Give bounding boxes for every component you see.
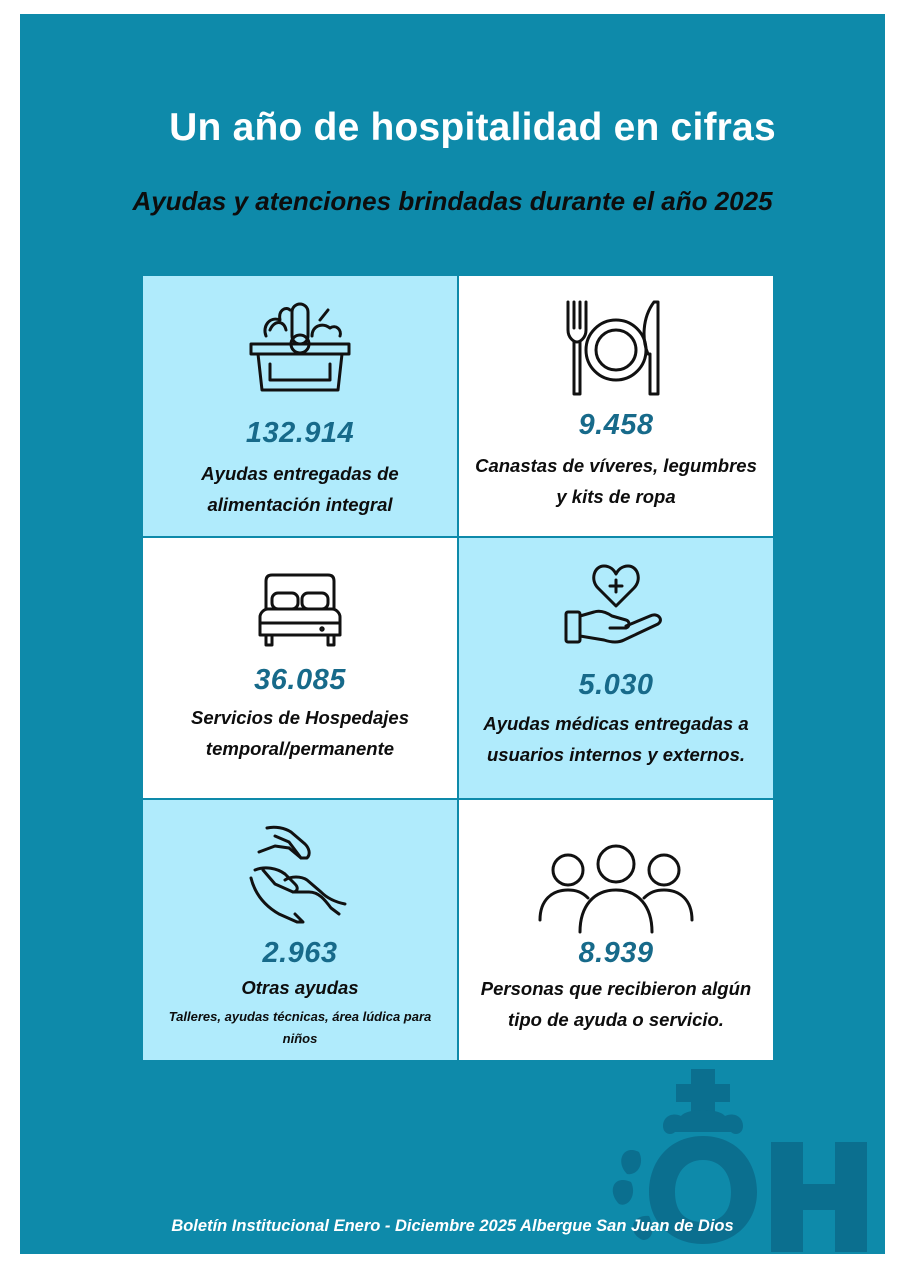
stat-value: 9.458 bbox=[578, 409, 654, 441]
stat-value: 132.914 bbox=[245, 417, 355, 449]
stat-card-food bbox=[143, 276, 457, 536]
bed-icon bbox=[143, 573, 457, 649]
stat-value: 5.030 bbox=[578, 669, 654, 701]
heart-hand-icon bbox=[459, 560, 773, 650]
page-title: Un año de hospitalidad en cifras bbox=[169, 106, 776, 149]
plate-cutlery-icon bbox=[459, 298, 773, 400]
giving-hands-icon bbox=[143, 822, 457, 926]
footer-text: Boletín Institucional Enero - Diciembre 2025 Albergue San Juan de Dios bbox=[171, 1217, 734, 1235]
food-basket-icon bbox=[143, 298, 457, 398]
stat-label-line2: tipo de ayuda o servicio. bbox=[508, 1009, 724, 1030]
stat-label-line1: Personas que recibieron algún bbox=[480, 978, 752, 999]
stat-value: 8.939 bbox=[578, 937, 654, 969]
stat-label-line2: temporal/permanente bbox=[205, 738, 395, 759]
stat-label-line2: y kits de ropa bbox=[556, 486, 676, 507]
stat-card-medical bbox=[459, 538, 773, 798]
stat-label-line1: Canastas de víveres, legumbres bbox=[475, 455, 757, 476]
stat-card-groceries bbox=[459, 276, 773, 536]
stat-label-line2: alimentación integral bbox=[207, 494, 393, 515]
infographic-panel bbox=[20, 14, 885, 1254]
stat-label-line1: Otras ayudas bbox=[241, 977, 359, 998]
stat-sublabel-line1: Talleres, ayudas técnicas, área lúdica para bbox=[168, 1009, 432, 1024]
stat-label-line1: Servicios de Hospedajes bbox=[191, 707, 409, 728]
stat-card-people bbox=[459, 800, 773, 1060]
page-subtitle: Ayudas y atenciones brindadas durante el año 2025 bbox=[132, 186, 773, 216]
stat-value: 2.963 bbox=[262, 937, 338, 969]
stat-label-line2: usuarios internos y externos. bbox=[486, 744, 746, 765]
stat-sublabel-line2: niños bbox=[282, 1031, 318, 1046]
stat-label-line1: Ayudas médicas entregadas a bbox=[483, 713, 749, 734]
stat-value: 36.085 bbox=[254, 664, 346, 696]
stat-label-line1: Ayudas entregadas de bbox=[201, 463, 399, 484]
stat-card-lodging bbox=[143, 538, 457, 798]
stat-card-other bbox=[143, 800, 457, 1060]
people-group-icon bbox=[459, 844, 773, 934]
stats-grid bbox=[143, 276, 773, 1060]
